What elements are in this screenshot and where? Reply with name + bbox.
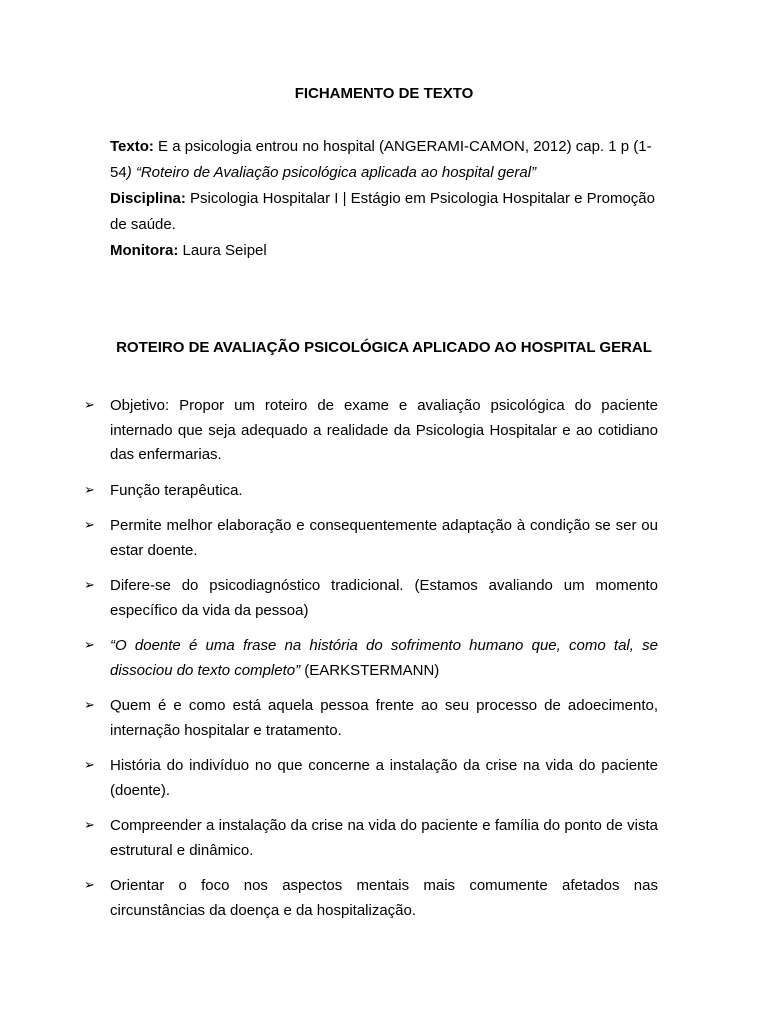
bullet-body: Difere-se do psicodiagnóstico tradicional. (Estamos avaliando um momento específico da vida da pessoa) (110, 577, 658, 619)
texto-value: E a psicologia entrou no hospital (ANGERAMI-CAMON, 2012) cap. 1 p (1-54 (110, 138, 652, 181)
bullet-text (110, 394, 658, 468)
monitora-line (110, 238, 658, 264)
bullet-item (84, 394, 658, 468)
disciplina-value: Psicologia Hospitalar I | Estágio em Psicologia Hospitalar e Promoção de saúde. (110, 190, 655, 233)
bullet-body: Permite melhor elaboração e consequentemente adaptação à condição se ser ou estar doente. (110, 517, 658, 559)
disciplina-label: Disciplina: (110, 190, 186, 207)
bullet-body: História do indivíduo no que concerne a instalação da crise na vida do paciente (doente). (110, 757, 658, 799)
bullet-item (84, 574, 658, 623)
bullet-text (110, 754, 658, 803)
bullet-body: Objetivo: Propor um roteiro de exame e avaliação psicológica do paciente internado que seja adequado a realidade da Psicologia Hospitalar e ao cotidiano das enfermarias. (110, 397, 658, 463)
monitora-value: Laura Seipel (178, 242, 267, 259)
arrowhead-bullet-icon: ➢ (84, 482, 95, 498)
disciplina-line (110, 186, 658, 238)
document-metadata (110, 134, 658, 264)
arrowhead-bullet-icon: ➢ (84, 398, 95, 413)
bullet-text (110, 479, 658, 504)
bullet-text (110, 874, 658, 923)
texto-line (110, 134, 658, 186)
bullet-item (84, 814, 658, 863)
arrowhead-bullet-icon: ➢ (84, 698, 95, 713)
bullet-body: (EARKSTERMANN) (300, 661, 440, 679)
section-title: ROTEIRO DE AVALIAÇÃO PSICOLÓGICA APLICADO AO HOSPITAL GERAL (116, 339, 652, 356)
arrowhead-bullet-icon: ➢ (84, 638, 95, 653)
bullet-text (110, 514, 658, 563)
document-title: FICHAMENTO DE TEXTO (294, 85, 474, 102)
bullet-body: Compreender a instalação da crise na vida do paciente e família do ponto de vista estrutural e dinâmico. (110, 817, 658, 859)
arrowhead-bullet-icon: ➢ (84, 578, 95, 593)
monitora-label: Monitora: (110, 242, 179, 259)
bullet-body: Quem é e como está aquela pessoa frente ao seu processo de adoecimento, internação hospitalar e tratamento. (110, 697, 658, 739)
bullet-item (84, 634, 658, 683)
bullet-text (110, 574, 658, 623)
bullet-text (110, 694, 658, 743)
bullet-quote: “O doente é uma frase na história do sofrimento humano que, como tal, se dissociou do texto completo” (110, 637, 658, 679)
arrowhead-bullet-icon: ➢ (84, 878, 95, 893)
arrowhead-bullet-icon: ➢ (84, 518, 95, 533)
bullet-item (84, 479, 658, 504)
texto-italic-title: ) “Roteiro de Avaliação psicológica aplicada ao hospital geral” (126, 164, 537, 181)
texto-label: Texto: (110, 138, 154, 155)
bullet-item (84, 874, 658, 923)
bullet-text (110, 814, 658, 863)
bullet-body: Função terapêutica. (110, 481, 243, 499)
bullet-body: Orientar o foco nos aspectos mentais mais comumente afetados nas circunstâncias da doença e da hospitalização. (110, 877, 658, 919)
bullet-item (84, 754, 658, 803)
arrowhead-bullet-icon: ➢ (84, 818, 95, 833)
bullet-list (84, 394, 658, 934)
bullet-item (84, 694, 658, 743)
bullet-text (110, 634, 658, 683)
bullet-item (84, 514, 658, 563)
arrowhead-bullet-icon: ➢ (84, 758, 95, 773)
